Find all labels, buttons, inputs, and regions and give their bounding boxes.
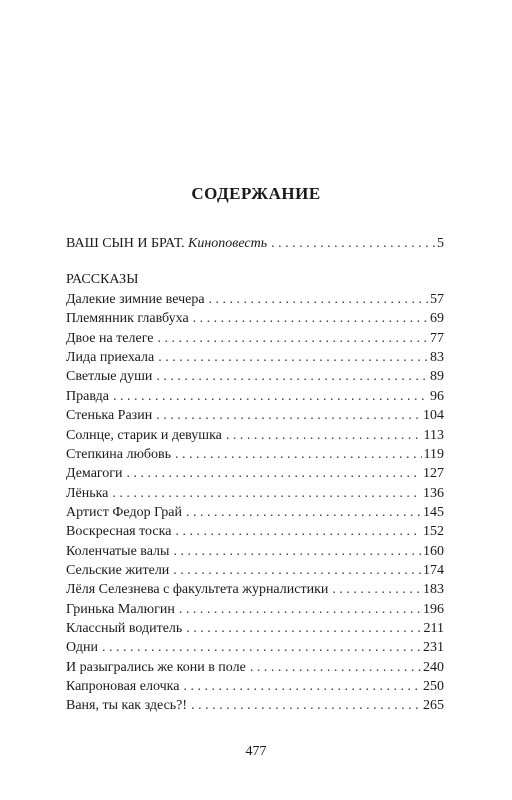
toc-entry: [66, 563, 444, 583]
toc-entry: [66, 621, 444, 641]
toc-entry-title: Степкина любовь: [66, 446, 172, 462]
dot-leader: [158, 350, 428, 366]
dot-leader: [183, 679, 421, 695]
toc-entry: [66, 350, 444, 370]
toc-entry: [66, 466, 444, 486]
dot-leader: [209, 292, 428, 308]
toc-entry-title: Классный водитель: [66, 621, 183, 636]
toc-entry: [66, 447, 444, 467]
toc-entry-title: Племянник главбуха: [66, 311, 189, 327]
toc-entry-page: 96: [430, 388, 444, 404]
dot-leader: [112, 486, 421, 502]
toc-entry-title: Двое на телеге: [66, 330, 154, 346]
dot-leader: [186, 621, 421, 637]
dot-leader: [191, 698, 421, 714]
toc-entry-subtitle: Киноповесть: [188, 236, 268, 251]
toc-entry-title: Ваня, ты как здесь?!: [66, 698, 188, 714]
toc-entry-lead: [66, 236, 444, 256]
toc-entry: [66, 428, 444, 448]
dot-leader: [193, 311, 428, 327]
dot-leader: [173, 544, 421, 560]
toc-entry-title: Стенька Разин: [66, 408, 153, 424]
toc-entry: [66, 660, 444, 680]
dot-leader: [250, 660, 421, 676]
toc-entry-page: 57: [430, 292, 444, 307]
dot-leader: [186, 505, 421, 521]
toc-entry-page: 145: [423, 504, 444, 520]
toc-entry-title: Демагоги: [66, 466, 123, 482]
toc-entry: [66, 389, 444, 409]
toc-entry-title: Светлые души: [66, 369, 153, 385]
toc-entry-title: Лида приехала: [66, 350, 155, 366]
dot-leader: [179, 602, 421, 618]
toc-entry-page: 250: [423, 679, 444, 694]
dot-leader: [226, 428, 422, 444]
toc-entry-page: 89: [430, 369, 444, 385]
toc-entry-title: Правда: [66, 388, 109, 404]
toc-entry-page: 196: [423, 601, 444, 617]
toc-entry-page: 69: [430, 311, 444, 327]
toc-entry-page: 265: [423, 698, 444, 714]
toc-entry-page: 113: [423, 427, 444, 443]
toc-entry: [66, 544, 444, 564]
toc-entry-page: 77: [430, 330, 444, 346]
toc-entry: [66, 524, 444, 544]
toc-entry-title: Воскресная тоска: [66, 524, 172, 540]
dot-leader: [332, 582, 421, 598]
dot-leader: [271, 236, 435, 252]
toc-entry-page: 211: [423, 621, 444, 636]
toc-entry-page: 160: [423, 543, 444, 559]
page-number: 477: [245, 744, 267, 759]
toc-entry-page: 136: [423, 485, 444, 501]
dot-leader: [175, 447, 421, 463]
dot-leader: [156, 408, 421, 424]
toc-entry: [66, 505, 444, 525]
toc-entry: [66, 292, 444, 312]
toc-entry-title: ВАШ СЫН И БРАТ.: [66, 236, 185, 251]
contents-title: СОДЕРЖАНИЕ: [191, 184, 321, 203]
toc-entry-title: Капроновая елочка: [66, 679, 180, 694]
toc-entry-page: 174: [423, 562, 444, 578]
dot-leader: [156, 369, 428, 385]
toc-entry-title: Коленчатые валы: [66, 543, 170, 559]
toc-entry: [66, 679, 444, 699]
dot-leader: [127, 466, 421, 482]
toc-entry: [66, 698, 444, 718]
toc-entry-page: 240: [423, 659, 444, 675]
toc-entry-title: Сельские жители: [66, 562, 170, 578]
toc-entry-title: Далекие зимние вечера: [66, 292, 205, 307]
toc-entry-page: 183: [423, 582, 444, 598]
dot-leader: [113, 389, 428, 405]
toc-entry-title: Одни: [66, 640, 99, 656]
dot-leader: [102, 640, 421, 656]
toc-entry: [66, 311, 444, 331]
toc-entry: [66, 602, 444, 622]
toc-entry: [66, 640, 444, 660]
toc-entry-page: 152: [423, 524, 444, 540]
dot-leader: [157, 331, 428, 347]
toc-entry: [66, 486, 444, 506]
toc-entry-page: 5: [437, 236, 444, 251]
toc-entry: [66, 408, 444, 428]
toc-entry-page: 231: [423, 640, 444, 656]
toc-entry: [66, 331, 444, 351]
toc-entry-title: Гринька Малюгин: [66, 601, 175, 617]
toc-entry-page: 104: [423, 408, 444, 424]
toc-entry-page: 127: [423, 466, 444, 482]
dot-leader: [173, 563, 421, 579]
toc-entry-page: 83: [430, 350, 444, 366]
toc-entry-page: 119: [423, 446, 444, 462]
toc-entry-title: Солнце, старик и девушка: [66, 427, 222, 443]
toc-entry: [66, 369, 444, 389]
toc-entry-title: Лёнька: [66, 485, 109, 501]
toc-entry: [66, 582, 444, 602]
section-heading: РАССКАЗЫ: [66, 272, 139, 287]
toc-entry-title: И разыгрались же кони в поле: [66, 659, 246, 675]
dot-leader: [175, 524, 421, 540]
toc-entry-title: Артист Федор Грай: [66, 504, 182, 520]
toc-entry-title: Лёля Селезнева с факультета журналистики: [66, 582, 329, 598]
